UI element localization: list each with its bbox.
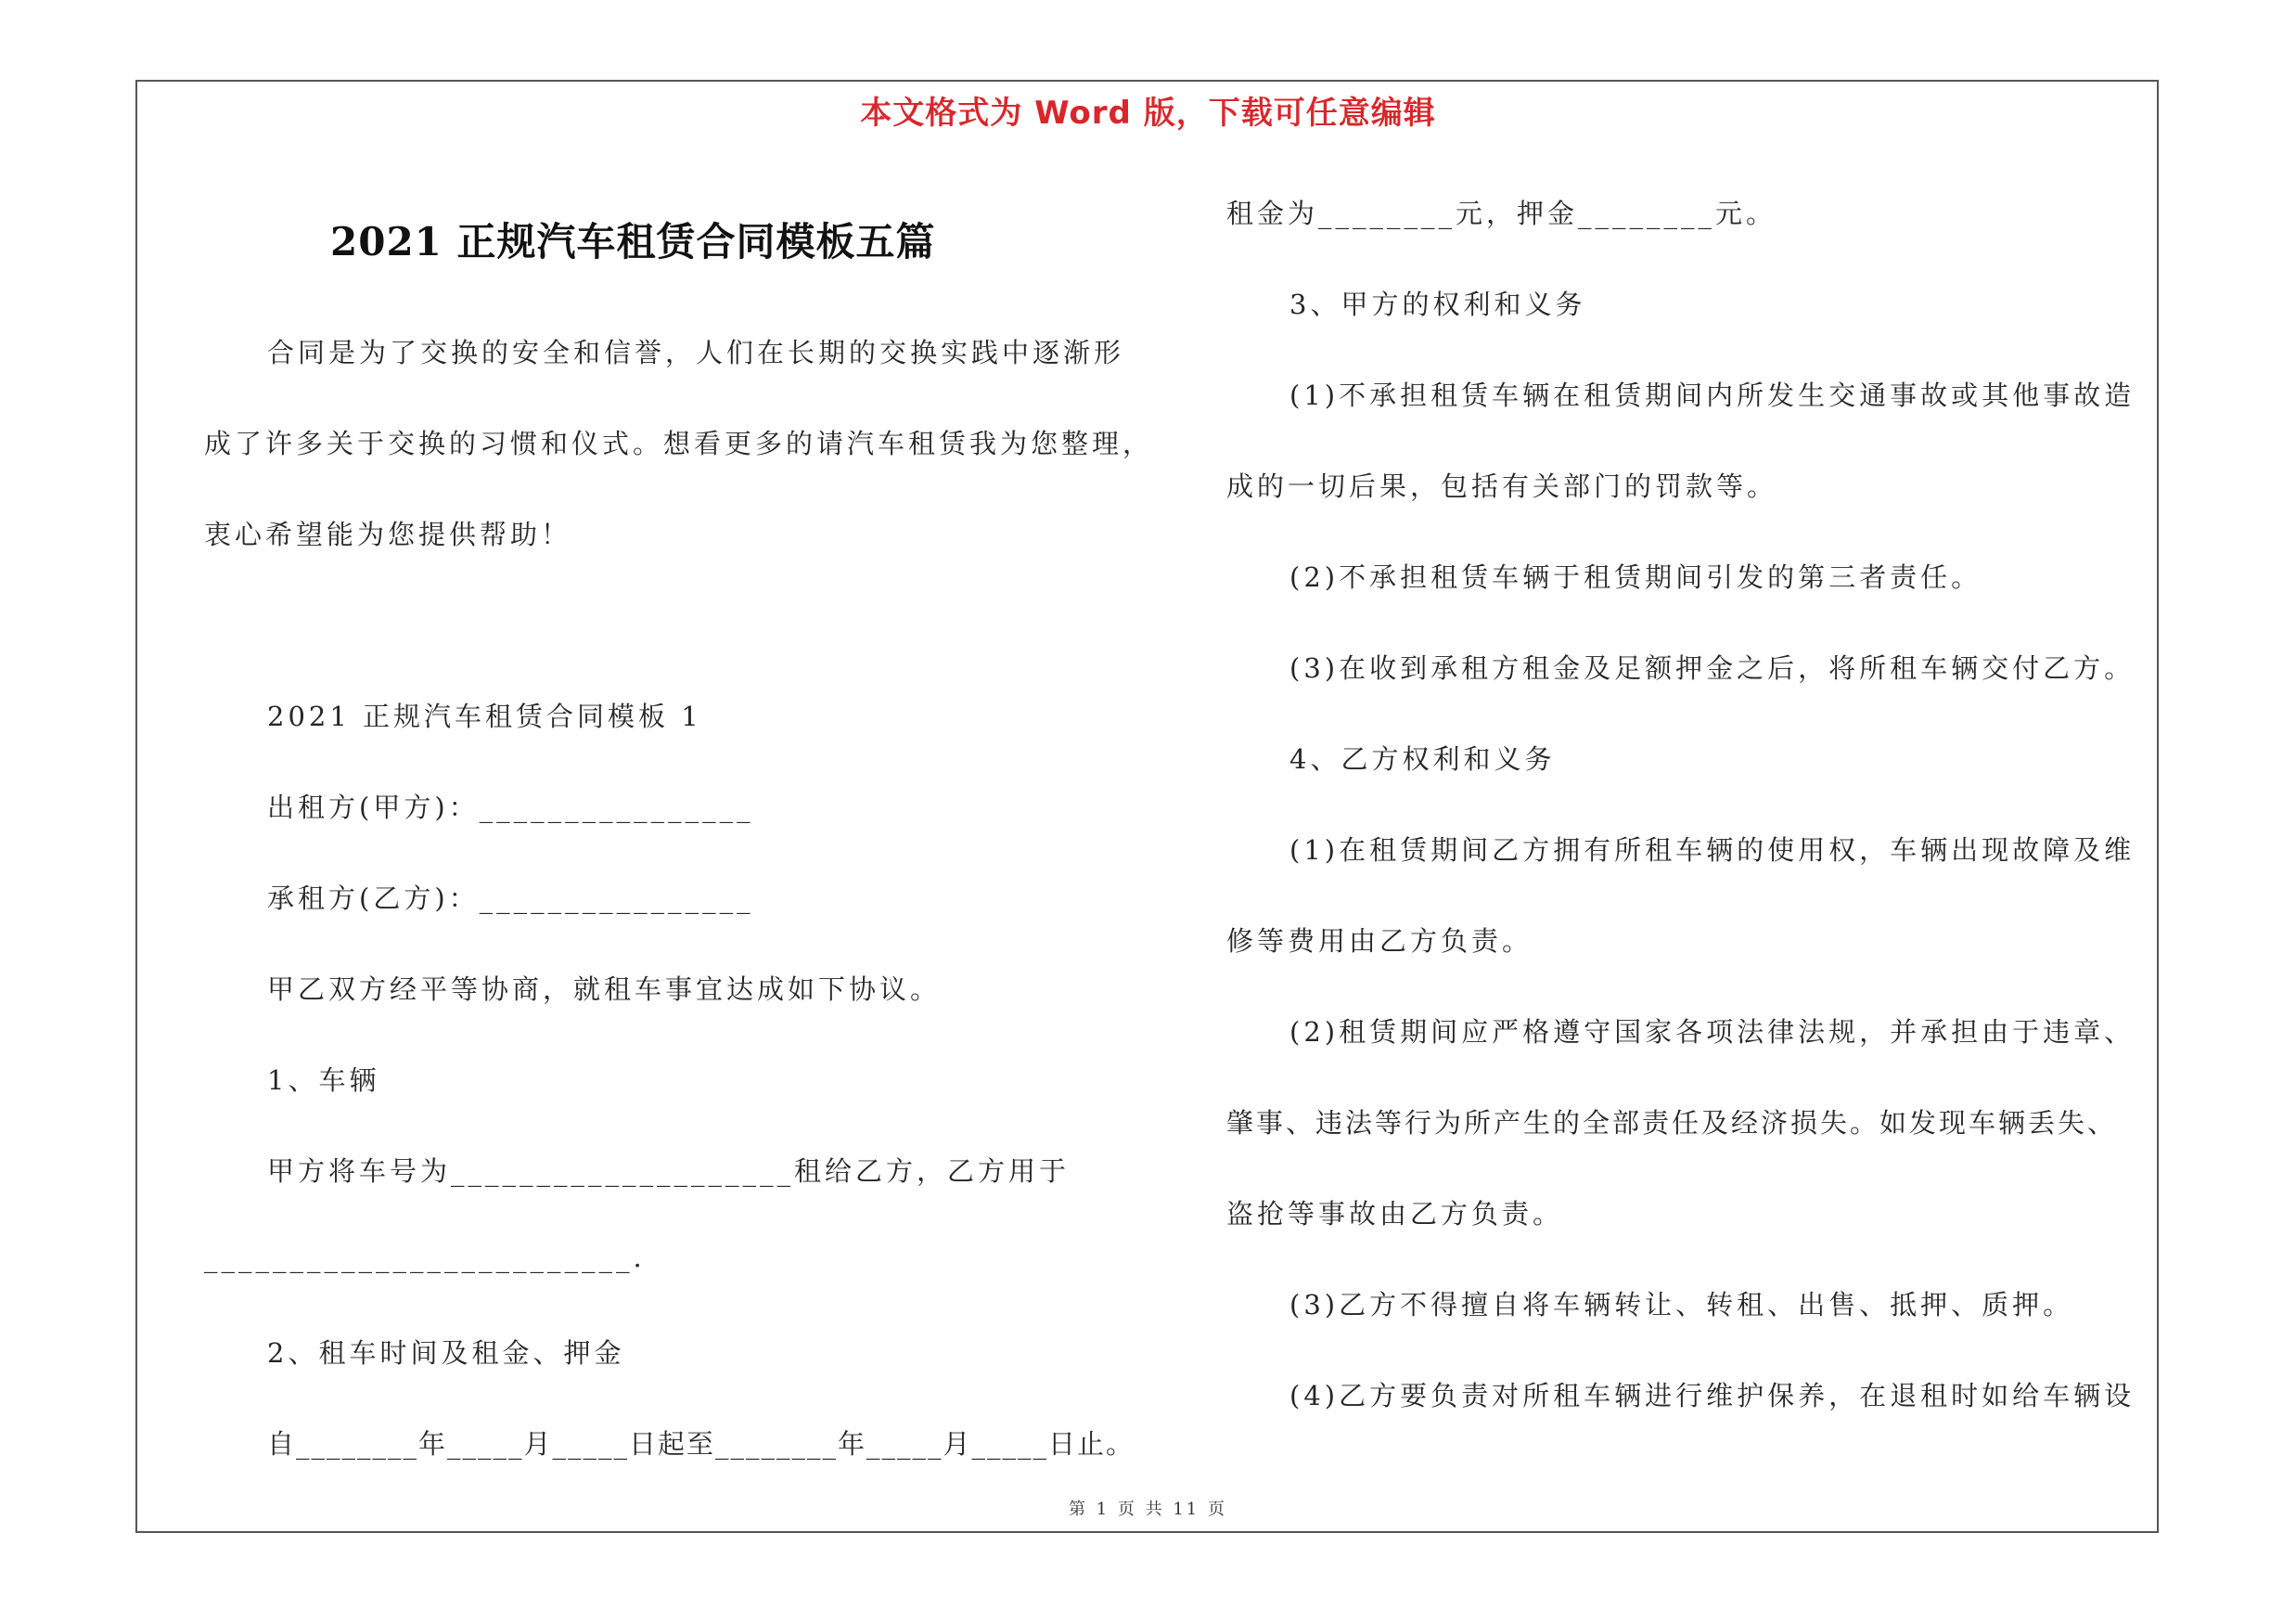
section-4-item-2a: (2)租赁期间应严格遵守国家各项法律法规，并承担由于违章、	[1289, 1016, 2136, 1048]
section-1-line-1: 甲方将车号为____________________租给乙方，乙方用于	[267, 1155, 1071, 1187]
section-3-item-2: (2)不承担租赁车辆于租赁期间引发的第三者责任。	[1289, 561, 1982, 593]
section-3-item-3: (3)在收到承租方租金及足额押金之后，将所租车辆交付乙方。	[1289, 652, 2136, 684]
party-b-field: 承租方(乙方)：________________	[267, 882, 754, 914]
section-1-heading: 1、车辆	[267, 1064, 380, 1096]
section-2-dates: 自________年_____月_____日起至________年_____月_____日止。	[267, 1428, 1135, 1460]
section-3-item-1a: (1)不承担租赁车辆在租赁期间内所发生交通事故或其他事故造	[1289, 380, 2136, 411]
section-4-item-1a: (1)在租赁期间乙方拥有所租车辆的使用权，车辆出现故障及维	[1289, 834, 2136, 866]
section-4-item-4: (4)乙方要负责对所租车辆进行维护保养，在退租时如给车辆设	[1289, 1380, 2136, 1411]
section-4-heading: 4、乙方权利和义务	[1289, 743, 1556, 775]
section-3-heading: 3、甲方的权利和义务	[1289, 289, 1586, 320]
section-1-line-2: _________________________.	[204, 1242, 646, 1273]
page-number-footer: 第 1 页 共 11 页	[1069, 1500, 1227, 1519]
intro-line-1: 合同是为了交换的安全和信誉，人们在长期的交换实践中逐渐形	[267, 337, 1125, 368]
party-a-field: 出租方(甲方)：________________	[267, 792, 754, 823]
section-4-item-2b: 肇事、违法等行为所产生的全部责任及经济损失。如发现车辆丢失、	[1226, 1107, 2118, 1139]
document-title: 2021 正规汽车租赁合同模板五篇	[330, 219, 936, 264]
section-3-item-1b: 成的一切后果，包括有关部门的罚款等。	[1226, 470, 1778, 502]
section-4-item-2c: 盗抢等事故由乙方负责。	[1226, 1198, 1564, 1230]
intro-line-3: 衷心希望能为您提供帮助！	[204, 519, 572, 550]
section-2-heading: 2、租车时间及租金、押金	[267, 1337, 625, 1369]
section-4-item-1b: 修等费用由乙方负责。	[1226, 925, 1533, 957]
intro-line-2: 成了许多关于交换的习惯和仪式。想看更多的请汽车租赁我为您整理，	[204, 428, 1154, 459]
word-format-banner: 本文格式为 Word 版，下载可任意编辑	[860, 95, 1436, 132]
agreement-statement: 甲乙双方经平等协商，就租车事宜达成如下协议。	[267, 973, 942, 1005]
rent-deposit-line: 租金为________元，押金________元。	[1226, 198, 1777, 229]
contract-subtitle: 2021 正规汽车租赁合同模板 1	[267, 701, 702, 732]
section-4-item-3: (3)乙方不得擅自将车辆转让、转租、出售、抵押、质押。	[1289, 1289, 2074, 1320]
